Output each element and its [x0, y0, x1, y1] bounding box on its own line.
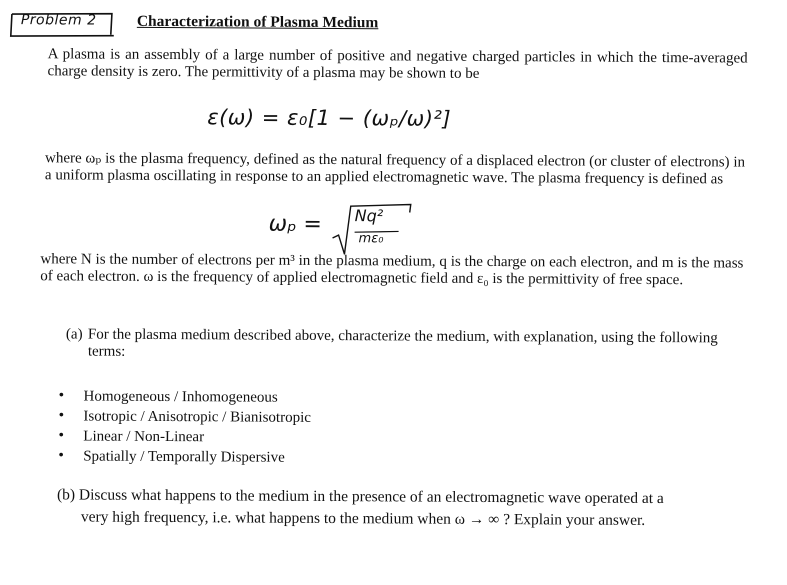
problem-tag — [8, 8, 118, 37]
question-a — [66, 326, 742, 364]
equation-denominator: mε₀ — [358, 231, 384, 247]
question-a-label: (a) — [65, 326, 83, 343]
list-item: • Spatially / Temporally Dispersive — [57, 446, 311, 468]
plasma-frequency-paragraph: where ωₚ is the plasma frequency, defined as the natural frequency of a displaced electron (or cluster of electrons) in a uniform plasma oscillating in response to an applied electromagnetic wave. The plasma frequency is defined as — [44, 150, 746, 188]
question-b-text-line2: very high frequency, i.e. what happens to the medium when ω → ∞ ? Explain your answer. — [80, 508, 646, 529]
question-b — [57, 484, 737, 532]
equation-numerator: Nq² — [354, 206, 384, 226]
intro-paragraph: A plasma is an assembly of a large number of positive and negative charged particles in which the time-averaged charge density is zero. The permittivity of a plasma may be shown to be — [47, 46, 748, 82]
terms-list — [57, 386, 311, 468]
definitions-paragraph: where N is the number of electrons per m³ in the plasma medium, q is the charge on each electron, and m is the mass of each electron. ω is the frequency of applied electromagnetic field and ε₀ is the permittivity of free space. — [40, 251, 744, 289]
equation-lhs: ωₚ = — [268, 211, 322, 237]
page-title: Characterization of Plasma Medium — [136, 12, 379, 32]
question-a-text: For the plasma medium described above, characterize the medium, with explanation, using the following terms: — [87, 326, 718, 360]
permittivity-equation: ε(ω) = ε₀[1 − (ωₚ/ω)²] — [207, 105, 452, 131]
question-b-text-line1: Discuss what happens to the medium in the presence of an electromagnetic wave operated at a — [78, 486, 664, 508]
list-item: • Isotropic / Anisotropic / Bianisotropic — [57, 406, 311, 428]
question-b-label: (b) — [56, 486, 76, 504]
list-item: • Homogeneous / Inhomogeneous — [58, 386, 312, 408]
list-item: • Linear / Non-Linear — [57, 426, 311, 448]
plasma-frequency-equation — [268, 202, 438, 259]
problem-tag-label: Problem 2 — [20, 12, 97, 29]
